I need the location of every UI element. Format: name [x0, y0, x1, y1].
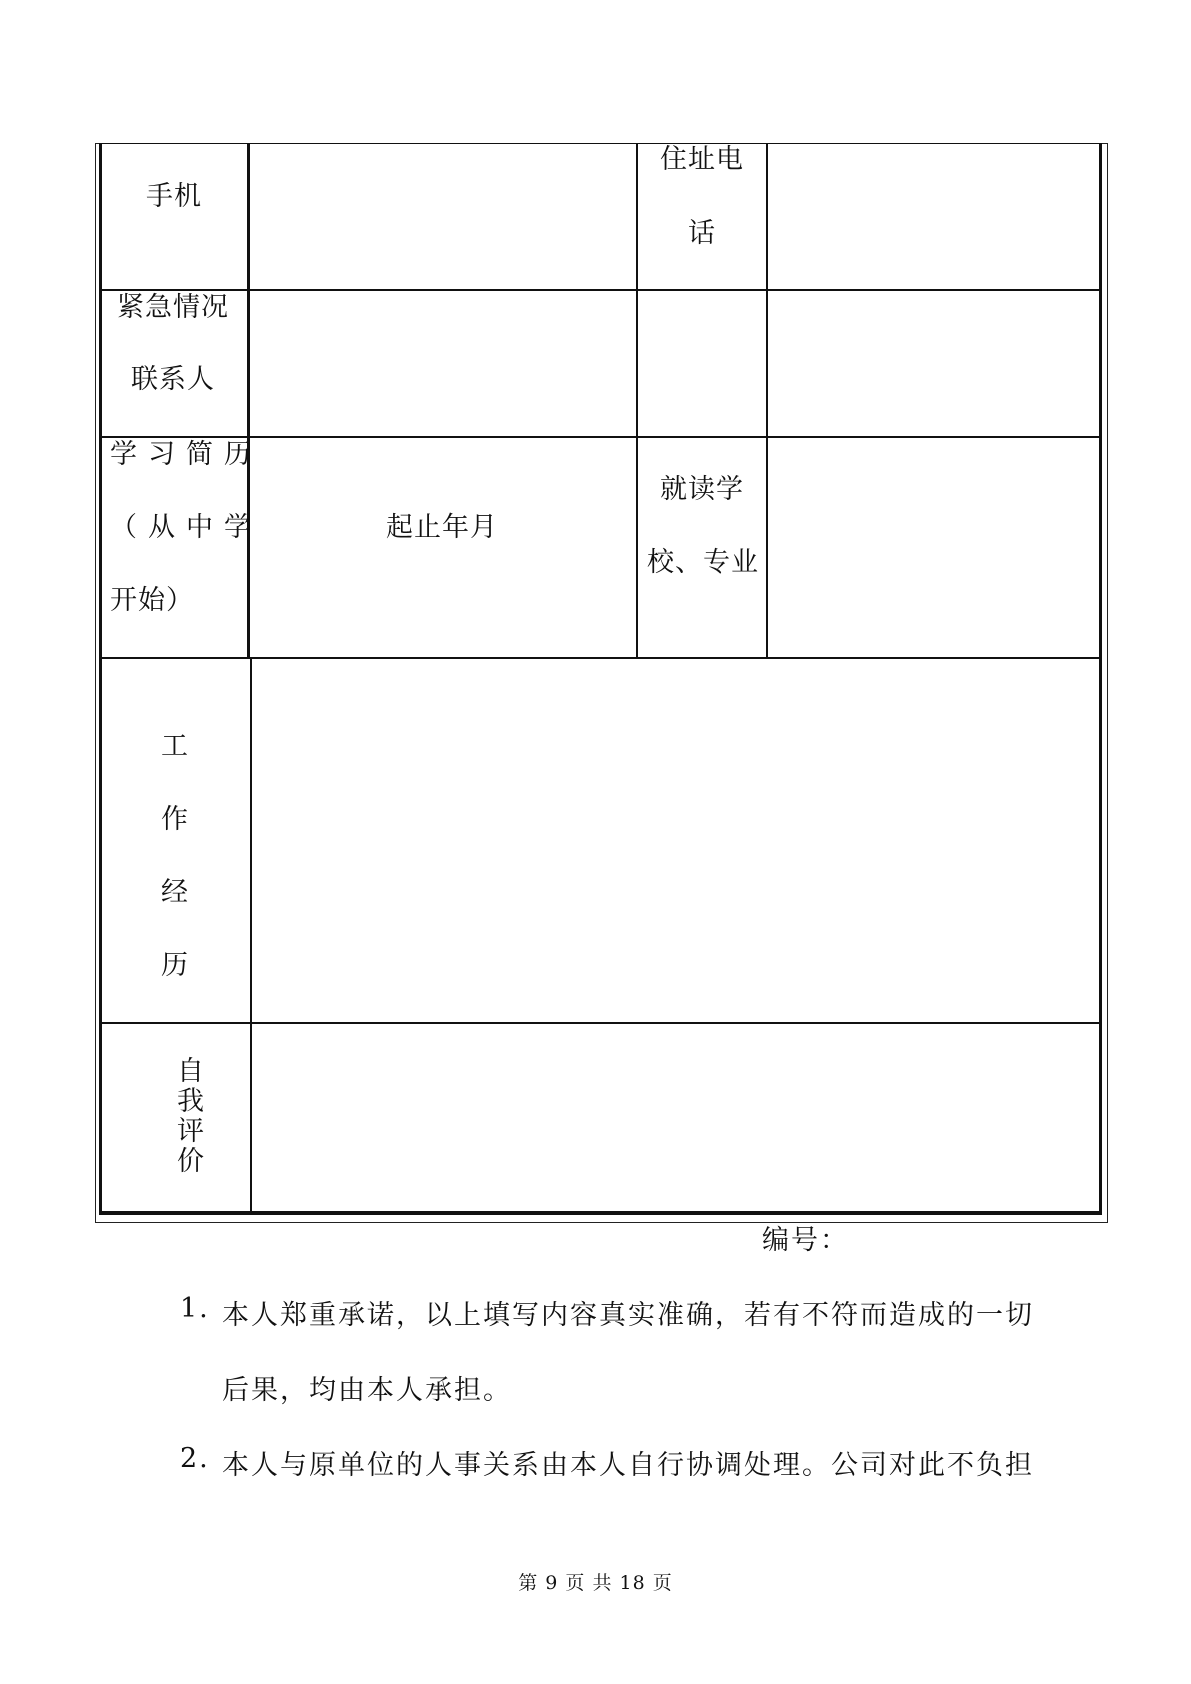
page-footer: 第 9 页 共 18 页 [518, 1572, 673, 1594]
period-label: 起止年月 [386, 512, 498, 543]
school-major-value-cell[interactable] [768, 438, 1098, 656]
self-evaluation-label-char1: 自 [177, 1056, 205, 1087]
address-phone-label-line2: 话 [688, 218, 716, 249]
mobile-label: 手机 [146, 181, 202, 212]
statement-1-number: 1. [180, 1293, 210, 1324]
emergency-contact-label-line2: 联系人 [131, 364, 215, 395]
school-major-label-line1: 就读学 [660, 474, 744, 505]
emergency-phone-value-cell[interactable] [768, 291, 1098, 435]
work-experience-label-char1: 工 [161, 731, 189, 762]
address-phone-label-line1: 住址电 [660, 144, 744, 175]
col-divider-label [247, 143, 250, 658]
statement-2-line1: 本人与原单位的人事关系由本人自行协调处理。公司对此不负担 [222, 1450, 1034, 1481]
emergency-contact-label-line1: 紧急情况 [117, 292, 229, 323]
statement-2-number: 2. [180, 1443, 210, 1474]
work-experience-label-char2: 作 [161, 804, 189, 835]
education-label-line1: 学习简历 [110, 439, 262, 470]
emergency-extra-cell[interactable] [638, 291, 765, 435]
address-phone-value-cell[interactable] [768, 145, 1098, 288]
emergency-contact-value-cell[interactable] [251, 291, 635, 435]
statement-1-line2: 后果，均由本人承担。 [222, 1375, 512, 1406]
self-evaluation-value-cell[interactable] [252, 1024, 1098, 1214]
work-experience-value-cell[interactable] [252, 659, 1098, 1021]
self-evaluation-label-char4: 价 [177, 1146, 205, 1177]
school-major-label-line2: 校、专业 [647, 547, 759, 578]
serial-number-label: 编号： [762, 1225, 849, 1256]
mobile-value-cell[interactable] [251, 145, 635, 288]
self-evaluation-label-char2: 我 [177, 1086, 205, 1117]
statement-1-line1: 本人郑重承诺，以上填写内容真实准确，若有不符而造成的一切 [222, 1300, 1034, 1331]
education-label-line3: 开始） [110, 585, 194, 616]
work-experience-label-char3: 经 [161, 877, 189, 908]
self-evaluation-label-char3: 评 [177, 1116, 205, 1147]
education-label-line2: （从中学 [110, 512, 262, 543]
work-experience-label-char4: 历 [161, 950, 189, 981]
